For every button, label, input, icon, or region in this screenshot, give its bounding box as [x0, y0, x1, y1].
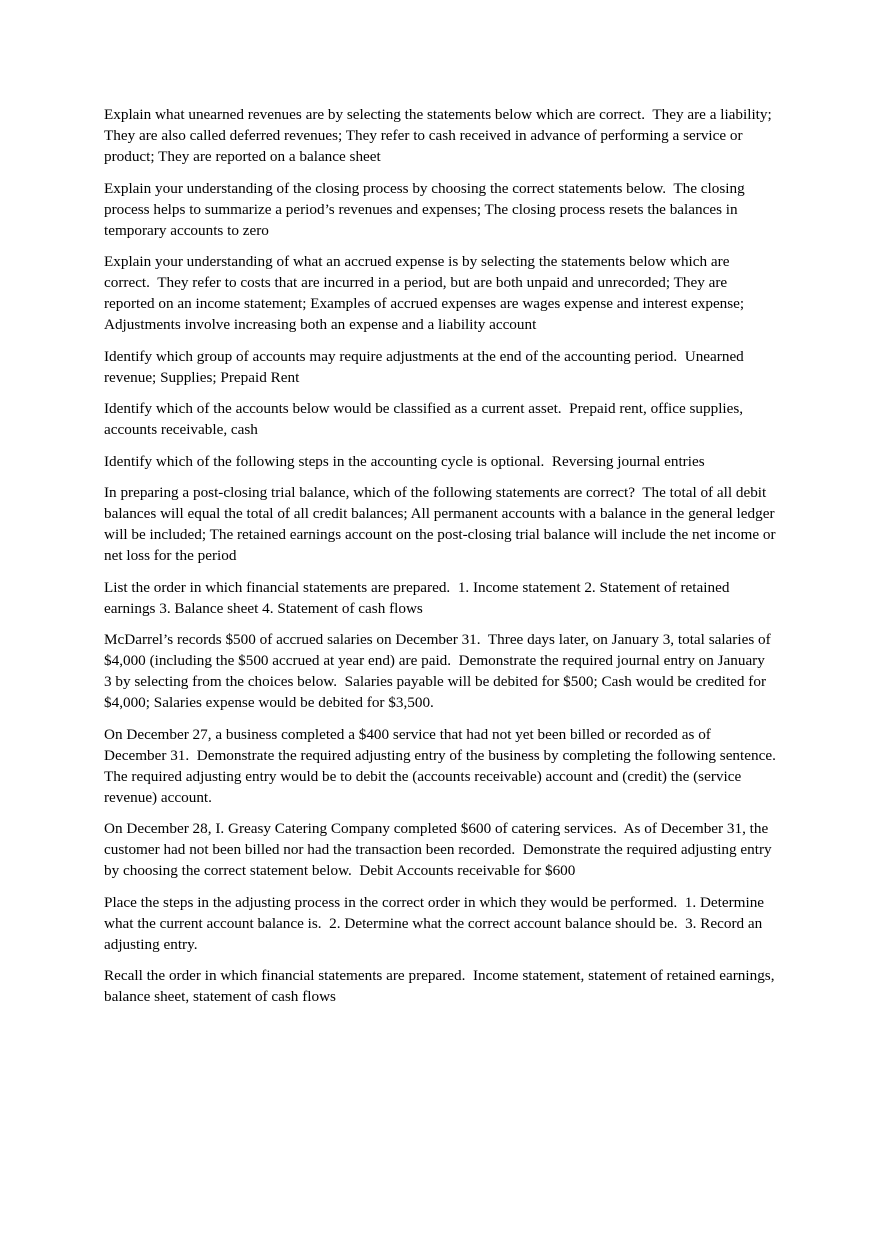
- paragraph-unbilled-service: On December 27, a business completed a $400 service that had not yet been billed or recorded as of December 31. Demonstrate the required adjusting entry of the business by completing the following sentence. The required adjusting entry would be to debit the (accounts receivable) account and (credit) the (service revenue) account.: [104, 725, 784, 806]
- paragraph-statement-order-list: List the order in which financial statements are prepared. 1. Income statement 2. Statement of retained earnings 3. Balance sheet 4. Statement of cash flows: [104, 578, 734, 617]
- paragraph-unearned-revenues: Explain what unearned revenues are by selecting the statements below which are correct. They are a liability; They are also called deferred revenues; They refer to cash received in advance of performing a service or product; They are reported on a balance sheet: [104, 106, 776, 165]
- paragraph-post-closing-trial-balance: In preparing a post-closing trial balance, which of the following statements are correct? The total of all debit balances will equal the total of all credit balances; All permanent accounts with a balance in the general ledger will be included; The retained earnings account on the post-closing trial balance will include the net income or net loss for the period: [104, 484, 780, 564]
- paragraph-optional-step: Identify which of the following steps in the accounting cycle is optional. Reversing journal entries: [104, 452, 705, 470]
- paragraph-closing-process: Explain your understanding of the closing process by choosing the correct statements below. The closing process helps to summarize a period’s revenues and expenses; The closing process resets the balances in temporary accounts to zero: [104, 179, 749, 239]
- paragraph-statement-order-recall: Recall the order in which financial statements are prepared. Income statement, statement of retained earnings, balance sheet, statement of cash flows: [104, 967, 779, 1005]
- paragraph-catering-services: On December 28, I. Greasy Catering Company completed $600 of catering services. As of December 31, the customer had not been billed nor had the transaction been recorded. Demonstrate the required adjusting entry by choosing the correct statement below. Debit Accounts receivable for $600: [104, 820, 776, 879]
- paragraph-accounts-adjustments: Identify which group of accounts may require adjustments at the end of the accounting period. Unearned revenue; Supplies; Prepaid Rent: [104, 347, 748, 386]
- document-body: [104, 104, 784, 1018]
- paragraph-current-asset: Identify which of the accounts below would be classified as a current asset. Prepaid rent, office supplies, accounts receivable, cash: [104, 400, 747, 438]
- paragraph-adjusting-steps: Place the steps in the adjusting process in the correct order in which they would be performed. 1. Determine what the current account balance is. 2. Determine what the correct account balance should be. 3. Record an adjusting entry.: [104, 893, 768, 953]
- paragraph-accrued-salaries: McDarrel’s records $500 of accrued salaries on December 31. Three days later, on January 3, total salaries of $4,000 (including the $500 accrued at year end) are paid. Demonstrate the required journal entry on January 3 by selecting from the choices below. Salaries payable will be debited for $500; Cash would be credited for $4,000; Salaries expense would be debited for $3,500.: [104, 631, 775, 711]
- paragraph-accrued-expense: Explain your understanding of what an accrued expense is by selecting the statements below which are correct. They refer to costs that are incurred in a period, but are both unpaid and unrecorded; They are reported on an income statement; Examples of accrued expenses are wages expense and interest expense; Adjustments involve increasing both an expense and a liability account: [104, 253, 748, 333]
